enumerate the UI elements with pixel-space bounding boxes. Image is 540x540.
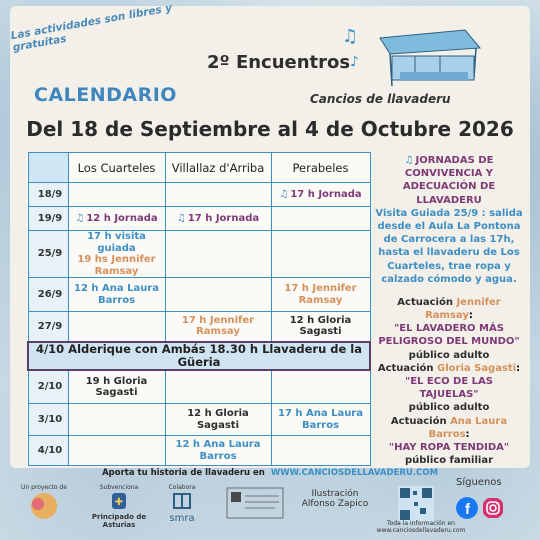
follow-us-label: Síguenos	[456, 477, 502, 488]
jornadas-title: ♫ JORNADAS DE CONVIVENCIA Y ADECUACIÓN DE LLAVADERU	[402, 155, 496, 206]
music-note-icon: ♫	[279, 188, 289, 200]
event-cell: 17 h Ana Laura Barros	[271, 404, 370, 436]
table-row	[28, 183, 370, 207]
banner-row	[28, 342, 370, 370]
sponsor-smra: Colabora smra	[168, 484, 196, 524]
music-note-icon: ♫	[75, 212, 85, 224]
day-cell: 18/9	[28, 183, 68, 207]
event-cell	[68, 231, 165, 278]
perf1-audience: público adulto	[408, 349, 490, 361]
header-villallaz: Villallaz d'Arriba	[165, 153, 271, 183]
day-cell: 4/10	[28, 436, 68, 466]
table-header-row	[28, 153, 370, 183]
day-cell: 27/9	[28, 312, 68, 342]
calendar-table	[27, 152, 371, 466]
perf2-title: "EL ECO DE LAS TAJUELAS"	[405, 376, 493, 401]
instagram-icon[interactable]	[482, 497, 504, 519]
sponsor-proyecto: Un proyecto de	[18, 484, 70, 523]
association-logo-icon	[225, 484, 285, 520]
event-cell	[165, 370, 271, 404]
event-text: 17 h Jornada	[187, 212, 260, 224]
table-row	[28, 278, 370, 312]
table-row	[28, 404, 370, 436]
perf3-title: "HAY ROPA TENDIDA"	[388, 441, 510, 453]
event-cell: 19 h Gloria Sagasti	[68, 370, 165, 404]
svg-text:f: f	[465, 501, 470, 518]
event-cell	[271, 436, 370, 466]
day-cell: 2/10	[28, 370, 68, 404]
jornadas-block	[374, 154, 524, 286]
table-row	[28, 231, 370, 278]
perf2-name: Gloria Sagasti	[437, 362, 517, 374]
perf1-heading: Actuación Jennifer Ramsay:	[397, 296, 501, 322]
header-los-cuarteles: Los Cuarteles	[68, 153, 165, 183]
svg-text:✚: ✚	[114, 497, 124, 508]
svg-text:♫: ♫	[342, 26, 359, 47]
header-corner	[28, 153, 68, 183]
music-note-icon: ♫	[176, 212, 186, 224]
event-text: 19 hs Jennifer Ramsay	[77, 254, 156, 277]
event-cell	[165, 278, 271, 312]
laundry-hut-illustration	[340, 16, 490, 94]
event-cell	[68, 404, 165, 436]
svg-text:♪: ♪	[350, 54, 359, 70]
sponsor-asturias: Subvenciona ✚ Principado de Asturias	[91, 484, 147, 529]
event-cell: 12 h Gloria Sagasti	[271, 312, 370, 342]
event-cell: 17 h Jennifer Ramsay	[165, 312, 271, 342]
perf3-name: Ana Laura Barros	[428, 415, 508, 440]
illustration-credit: Ilustración Alfonso Zapico	[301, 489, 369, 509]
event-cell	[68, 312, 165, 342]
event-cell: 17 h Jennifer Ramsay	[271, 278, 370, 312]
day-cell: 26/9	[28, 278, 68, 312]
header-perabeles: Perabeles	[271, 153, 370, 183]
website-link[interactable]: WWW.CANCIOSDELLAVADERU.COM	[270, 468, 438, 478]
event-cell	[271, 370, 370, 404]
proyecto-logo-icon	[24, 491, 64, 521]
event-cell: 12 h Ana Laura Barros	[165, 436, 271, 466]
table-row	[28, 370, 370, 404]
event-cell: 12 h Ana Laura Barros	[68, 278, 165, 312]
free-activities-note: Las actividades son libres y gratuitas	[9, 1, 173, 54]
cancios-logo-text: Cancios de llavaderu	[310, 92, 451, 106]
asturias-crest-icon	[110, 491, 128, 511]
event-cell	[165, 207, 271, 231]
music-note-icon: ♫	[404, 155, 414, 166]
event-cell	[68, 207, 165, 231]
event-cell: 12 h Gloria Sagasti	[165, 404, 271, 436]
perf2-heading: Actuación Gloria Sagasti:	[377, 362, 521, 374]
footer-history: Aporta tu historia de llavaderu en WWW.CANCIOSDELLAVADERU.COM	[102, 468, 438, 478]
event-cell	[165, 231, 271, 278]
event-cell	[68, 183, 165, 207]
encuentros-title: 2º Encuentros	[207, 52, 351, 73]
date-range-heading: Del 18 de Septiembre al 4 de Octubre 2026	[26, 117, 514, 141]
perf1-name: Jennifer Ramsay	[425, 296, 501, 322]
day-cell: 19/9	[28, 207, 68, 231]
day-cell: 3/10	[28, 404, 68, 436]
day-cell: 25/9	[28, 231, 68, 278]
perf3-audience: público familiar	[404, 455, 494, 467]
alderique-banner: 4/10 Alderique con Ambás 18.30 h Llavaderu de la Güeria	[28, 342, 370, 370]
perf2-audience: público adulto	[408, 402, 490, 414]
perf3-heading: Actuación Ana Laura Barros:	[390, 415, 508, 440]
smra-logo-icon	[171, 491, 193, 511]
table-row	[28, 207, 370, 231]
calendario-title: CALENDARIO	[34, 84, 177, 106]
info-sidebar	[374, 154, 524, 467]
table-row	[28, 436, 370, 466]
perf1-title: "EL LAVADERO MÁS PELIGROSO DEL MUNDO"	[378, 323, 520, 348]
event-cell	[165, 183, 271, 207]
performance-block	[374, 296, 524, 467]
event-cell	[68, 436, 165, 466]
table-row	[28, 312, 370, 342]
qr-code-icon[interactable]	[398, 486, 434, 522]
event-cell	[271, 231, 370, 278]
jornadas-text: Visita Guiada 25/9 : salida desde el Aula La Pontona de Carrocera a las 17h, hasta el llavaderu de Los Cuarteles, trae ropa y calzado cómodo y agua.	[375, 207, 523, 285]
info-note: Toda la información en www.canciosdellavaderu.com	[376, 520, 466, 534]
event-text: 12 h Jornada	[86, 212, 158, 224]
event-cell	[271, 207, 370, 231]
event-text: 17 h visita guiada	[87, 231, 146, 254]
sponsor-logo-box	[225, 484, 285, 522]
event-cell	[271, 183, 370, 207]
event-text: 17 h Jornada	[290, 188, 362, 200]
facebook-icon[interactable]	[456, 497, 478, 519]
